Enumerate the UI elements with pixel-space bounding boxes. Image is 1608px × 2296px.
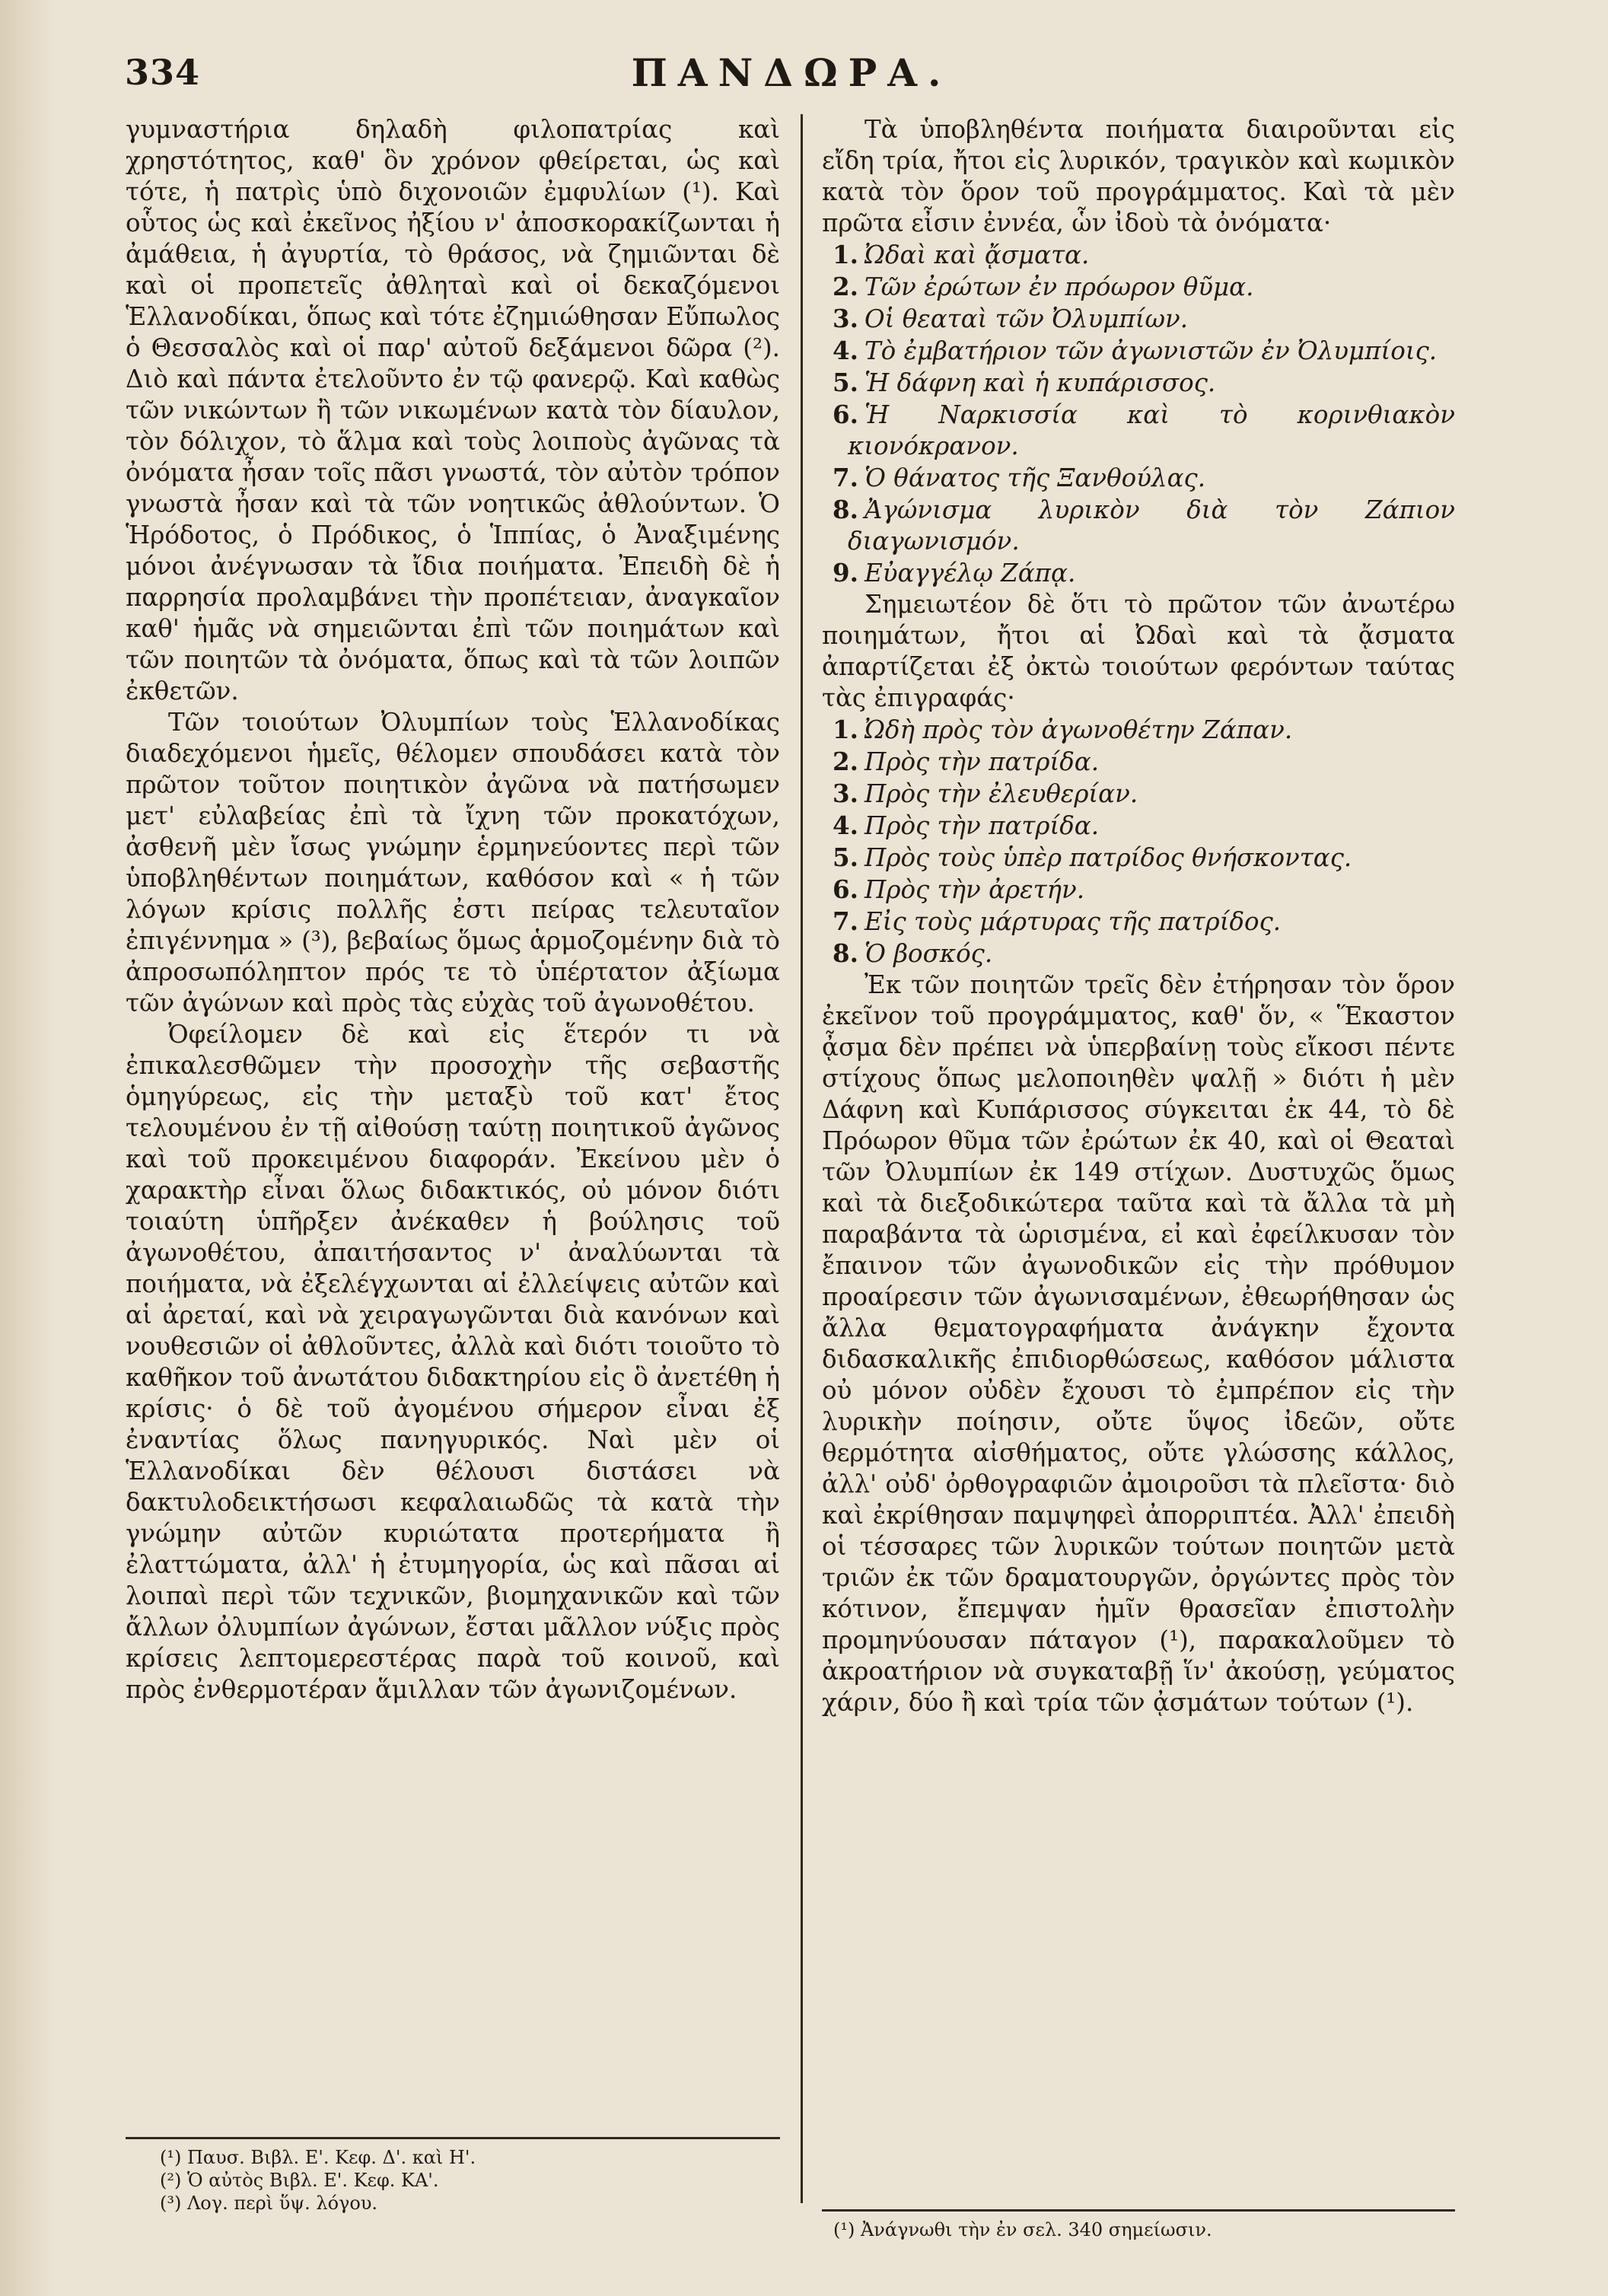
left-paragraph-2: Τῶν τοιούτων Ὀλυμπίων τοὺς Ἑλλανοδίκας διαδεχόμενοι ἡμεῖς, θέλομεν σπουδάσει κατὰ τὸν πρῶτον τοῦτον ποιητικὸν ἀγῶνα νὰ πατήσωμεν μετ' εὐλαβείας ἐπὶ τὰ ἴχνη τῶν προκατόχων, ἀσθενῆ μὲν ἴσως γνώμην ἑρμηνεύοντες περὶ τῶν ὑποβληθέντων ποιημάτων, καθόσον καὶ « ἡ τῶν λόγων κρίσις πολλῆς ἐστι πείρας τελευταῖον ἐπιγέννημα » (³), βεβαίως ὅμως ἁρμοζομένην διὰ τὸ ἀπροσωπόληπτον πρός τε τὸ ὑπέρτατον ἀξίωμα τῶν ἀγώνων καὶ πρὸς τὰς εὐχὰς τοῦ ἀγωνοθέτου. (126, 708, 780, 1017)
left-column (126, 114, 780, 1705)
list-item: 7. Εἰς τοὺς μάρτυρας τῆς πατρίδος. (833, 906, 1282, 936)
list-item: 2. Τῶν ἐρώτων ἐν πρόωρον θῦμα. (833, 272, 1254, 301)
list-item: 4. Πρὸς τὴν πατρίδα. (833, 810, 1100, 840)
list-item: 8. Ἀγώνισμα λυρικὸν διὰ τὸν Ζάπιον διαγωνισμόν. (833, 495, 1455, 556)
left-footnotes (160, 2146, 738, 2215)
left-footnote-rule (126, 2137, 780, 2139)
page-edge-shading (0, 0, 53, 2296)
list-item: 3. Πρὸς τὴν ἐλευθερίαν. (833, 779, 1138, 808)
list-item: 6. Ἡ Ναρκισσία καὶ τὸ κορινθιακὸν κιονόκρανον. (833, 400, 1455, 460)
ode-list (822, 714, 1455, 970)
list-item: 9. Εὐαγγέλῳ Ζάπᾳ. (833, 558, 1076, 588)
list-item: 4. Τὸ ἐμβατήριον τῶν ἀγωνιστῶν ἐν Ὀλυμπίοις. (833, 336, 1438, 365)
footnote: (²) Ὁ αὐτὸς Βιβλ. Ε'. Κεφ. ΚΑ'. (160, 2170, 439, 2191)
list-item: 5. Ἡ δάφνη καὶ ἡ κυπάρισσος. (833, 368, 1216, 397)
left-paragraph-1: γυμναστήρια δηλαδὴ φιλοπατρίας καὶ χρηστότητος, καθ' ὃν χρόνον φθείρεται, ὡς καὶ τότε, ἡ πατρὶς ὑπὸ διχονοιῶν ἐμφυλίων (¹). Καὶ οὗτος ὡς καὶ ἐκεῖνος ἠξίου ν' ἀποσκορακίζωνται ἡ ἀμάθεια, ἡ ἀγυρτία, τὸ θράσος, νὰ ζημιῶνται δὲ καὶ οἱ προπετεῖς ἀθληταὶ καὶ οἱ δεκαζόμενοι Ἑλλανοδίκαι, ὅπως καὶ τότε ἐζημιώθησαν Εὔπωλος ὁ Θεσσαλὸς καὶ οἱ παρ' αὐτοῦ δεξάμενοι δῶρα (²). Διὸ καὶ πάντα ἐτελοῦντο ἐν τῷ φανερῷ. Καὶ καθὼς τῶν νικώντων ἢ τῶν νικωμένων κατὰ τὸν δίαυλον, τὸν δόλιχον, τὸ ἅλμα καὶ τοὺς λοιποὺς ἀγῶνας τὰ ὀνόματα ἦσαν τοῖς πᾶσι γνωστά, τὸν αὐτὸν τρόπον γνωστὰ ἦσαν καὶ τὰ τῶν νοητικῶς ἀθλούντων. Ὁ Ἡρόδοτος, ὁ Πρόδικος, ὁ Ἱππίας, ὁ Ἀναξιμένης μόνοι ἀνέγνωσαν τὰ ἴδια ποιήματα. Ἐπειδὴ δὲ ἡ παρρησία προλαμβάνει τὴν προπέτειαν, ἀναγκαῖον καθ' ἡμᾶς νὰ σημειῶνται ἐπὶ τῶν ποιημάτων καὶ τῶν ποιητῶν τὰ ὀνόματα, ὅπως καὶ τὰ τῶν λοιπῶν ἐκθετῶν. (126, 115, 780, 705)
list-item: 8. Ὁ βοσκός. (833, 938, 993, 968)
right-column (822, 114, 1455, 1718)
list-item: 5. Πρὸς τοὺς ὑπὲρ πατρίδος θνήσκοντας. (833, 842, 1352, 872)
list-item: 2. Πρὸς τὴν πατρίδα. (833, 747, 1100, 776)
list-item: 1. Ὠδὴ πρὸς τὸν ἀγωνοθέτην Ζάπαν. (833, 715, 1293, 744)
list-item: 1. Ὠδαὶ καὶ ᾄσματα. (833, 240, 1090, 269)
right-footnotes (833, 2218, 1427, 2241)
page-number: 334 (125, 52, 201, 93)
left-paragraph-3: Ὀφείλομεν δὲ καὶ εἰς ἕτερόν τι νὰ ἐπικαλεσθῶμεν τὴν προσοχὴν τῆς σεβαστῆς ὁμηγύρεως, εἰς τὴν μεταξὺ τοῦ κατ' ἔτος τελουμένου ἐν τῇ αἰθούσῃ ταύτῃ ποιητικοῦ ἀγῶνος καὶ τοῦ προκειμένου διαφοράν. Ἐκείνου μὲν ὁ χαρακτὴρ εἶναι ὅλως διδακτικός, οὐ μόνον διότι τοιαύτη ὑπῆρξεν ἀνέκαθεν ἡ βούλησις τοῦ ἀγωνοθέτου, ἀπαιτήσαντος ν' ἀναλύωνται τὰ ποιήματα, νὰ ἐξελέγχωνται αἱ ἐλλείψεις αὐτῶν καὶ αἱ ἀρεταί, καὶ νὰ χειραγωγῶνται διὰ κανόνων καὶ νουθεσιῶν οἱ ἀθλοῦντες, ἀλλὰ καὶ διότι τοιοῦτο τὸ καθῆκον τοῦ ἀνωτάτου διδακτηρίου εἰς ὃ ἀνετέθη ἡ κρίσις· ὁ δὲ τοῦ ἀγομένου σήμερον εἶναι ἐξ ἐναντίας ὅλως πανηγυρικός. Ναὶ μὲν οἱ Ἑλλανοδίκαι δὲν θέλουσι διστάσει νὰ δακτυλοδεικτήσωσι κεφαλαιωδῶς τὰ κατὰ τὴν γνώμην αὐτῶν κυριώτατα προτερήματα ἢ ἐλαττώματα, ἀλλ' ἡ ἐτυμηγορία, ὡς καὶ πᾶσαι αἱ λοιπαὶ περὶ τῶν τεχνικῶν, βιομηχανικῶν καὶ τῶν ἄλλων ὀλυμπίων ἀγώνων, ἔσται μᾶλλον νύξις πρὸς κρίσεις λεπτομερεστέρας παρὰ τοῦ κοινοῦ, καὶ πρὸς ἐνθερμοτέραν ἅμιλλαν τῶν ἀγωνιζομένων. (126, 1020, 780, 1704)
column-divider (801, 114, 803, 2203)
right-intro: Τὰ ὑποβληθέντα ποιήματα διαιροῦνται εἰς εἴδη τρία, ἤτοι εἰς λυρικόν, τραγικὸν καὶ κωμικὸν κατὰ τὸν ὅρον τοῦ προγράμματος. Καὶ τὰ μὲν πρῶτα εἶσιν ἐννέα, ὧν ἰδοὺ τὰ ὀνόματα· (822, 115, 1455, 237)
list-item: 3. Οἱ θεαταὶ τῶν Ὀλυμπίων. (833, 304, 1189, 333)
running-title: ΠΑΝΔΩΡΑ. (631, 50, 952, 95)
list-item: 7. Ὁ θάνατος τῆς Ξανθούλας. (833, 463, 1206, 492)
footnote: (¹) Ἀνάγνωθι τὴν ἐν σελ. 340 σημείωσιν. (833, 2219, 1212, 2240)
page-header (122, 50, 1461, 103)
list-item: 6. Πρὸς τὴν ἀρετήν. (833, 874, 1085, 904)
footnote: (³) Λογ. περὶ ὕψ. λόγου. (160, 2193, 378, 2214)
right-closing-paragraph: Ἐκ τῶν ποιητῶν τρεῖς δὲν ἐτήρησαν τὸν ὅρον ἐκεῖνον τοῦ προγράμματος, καθ' ὅν, « Ἕκαστον ᾆσμα δὲν πρέπει νὰ ὑπερβαίνῃ τοὺς εἴκοσι πέντε στίχους ὅπως μελοποιηθὲν ψαλῇ » διότι ἡ μὲν Δάφνη καὶ Κυπάρισσος σύγκειται ἐκ 44, τὸ δὲ Πρόωρον θῦμα τῶν ἐρώτων ἐκ 40, καὶ οἱ Θεαταὶ τῶν Ὀλυμπίων ἐκ 149 στίχων. Δυστυχῶς ὅμως καὶ τὰ διεξοδικώτερα ταῦτα καὶ τὰ ἄλλα τὰ μὴ παραβάντα τὰ ὡρισμένα, εἰ καὶ ἐφείλκυσαν τὸν ἔπαινον τῶν ἀγωνοδικῶν εἰς τὴν πρόθυμον προαίρεσιν τῶν ἀγωνισαμένων, ἐθεωρήθησαν ὡς ἄλλα θεματογραφήματα ἀνάγκην ἔχοντα διδασκαλικῆς ἐπιδιορθώσεως, καθόσον μάλιστα οὐ μόνον οὐδὲν ἔχουσι τὸ ἐμπρέπον εἰς τὴν λυρικὴν ποίησιν, οὔτε ὕψος ἰδεῶν, οὔτε θερμότητα αἰσθήματος, οὔτε γλώσσης κάλλος, ἀλλ' οὐδ' ὀρθογραφιῶν ἀμοιροῦσι τὰ πλεῖστα· διὸ καὶ ἐκρίθησαν παμψηφεὶ ἀπορριπτέα. Ἀλλ' ἐπειδὴ οἱ τέσσαρες τῶν λυρικῶν τούτων ποιητῶν μετὰ τριῶν ἐκ τῶν δραματουργῶν, ὀργώντες πρὸς τὸν κότινον, ἔπεμψαν ἡμῖν θρασεῖαν ἐπιστολὴν προμηνύουσαν πάταγον (¹), παρακαλοῦμεν τὸ ἀκροατήριον νὰ συγκαταβῇ ἵν' ἀκούσῃ, γεύματος χάριν, δύο ἢ καὶ τρία τῶν ᾀσμάτων τούτων (¹). (822, 970, 1455, 1717)
right-footnote-rule (822, 2209, 1455, 2212)
right-mid-paragraph: Σημειωτέον δὲ ὅτι τὸ πρῶτον τῶν ἀνωτέρω ποιημάτων, ἤτοι αἱ Ὠδαὶ καὶ τὰ ᾄσματα ἀπαρτίζεται ἐξ ὀκτὼ τοιούτων φερόντων ταύτας τὰς ἐπιγραφάς· (822, 590, 1455, 712)
footnote: (¹) Παυσ. Βιβλ. Ε'. Κεφ. Δ'. καὶ Η'. (160, 2147, 476, 2168)
poem-list (822, 239, 1455, 589)
